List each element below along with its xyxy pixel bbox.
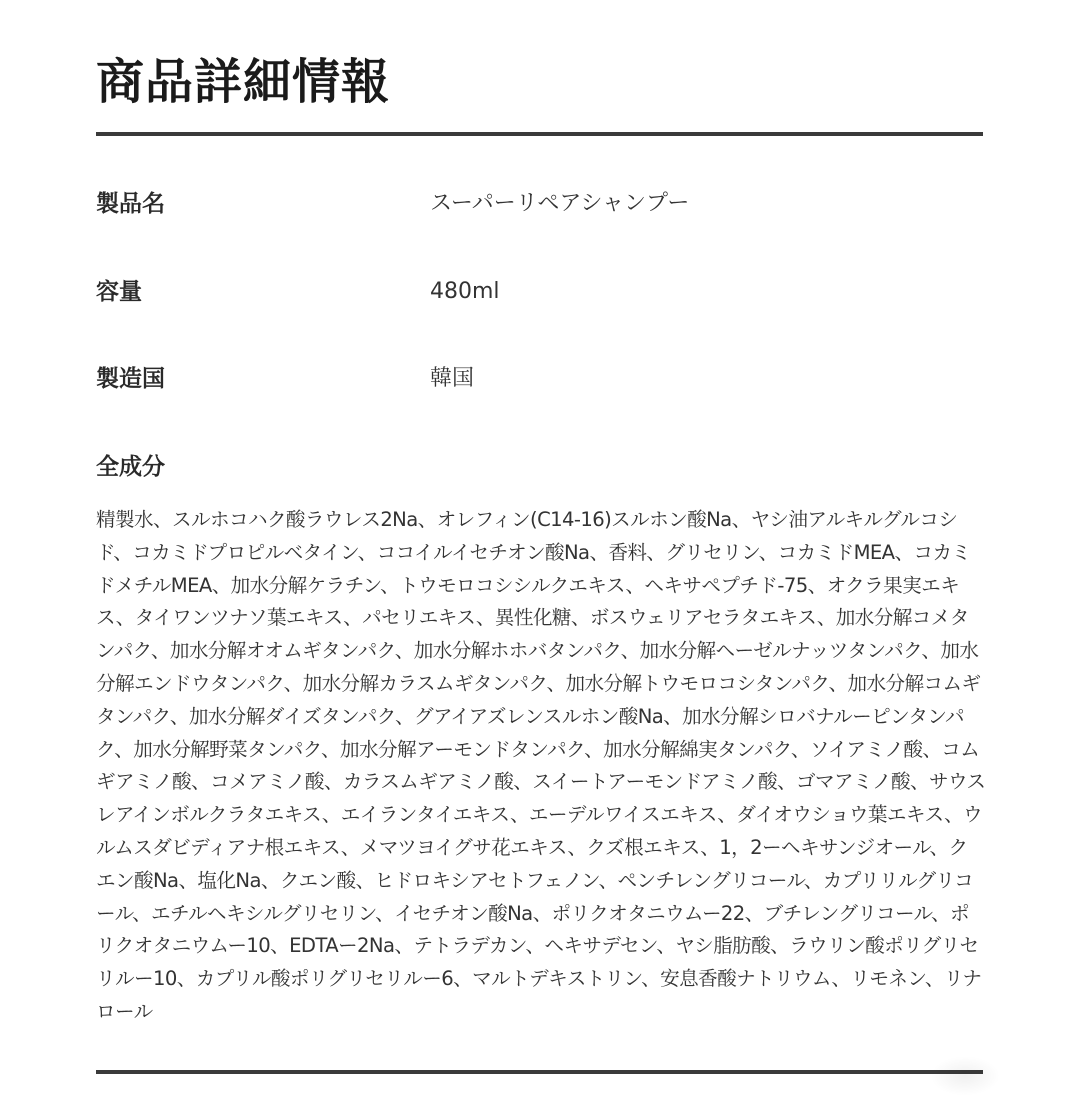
spec-value: スーパーリペアシャンプー (430, 191, 690, 216)
spec-value: 480ml (430, 279, 500, 304)
spec-label: 容量 (96, 279, 142, 305)
spec-label: 製品名 (96, 191, 165, 217)
title-divider (96, 132, 983, 136)
bottom-divider (96, 1070, 983, 1074)
spec-row-product-name (96, 184, 983, 224)
page-title: 商品詳細情報 (96, 54, 391, 110)
spec-label: 製造国 (96, 366, 165, 392)
ingredients-list: 精製水、スルホコハク酸ラウレス2Na、オレフィン(C14-16)スルホン酸Na、ヤシ油アルキルグルコシド、コカミドプロピルベタイン、ココイルイセチオン酸Na、香料、グリセリン、コカミドMEA、コカミドメチルMEA、加水分解ケラチン、トウモロコシシルクエキス、ヘキサペプチド-75、オクラ果実エキス、タイワンツナソ葉エキス、パセリエキス、異性化糖、ボスウェリアセラタエキス、加水分解コメタンパク、加水分解オオムギタンパク、加水分解ホホバタンパク、加水分解ヘーゼルナッツタンパク、加水分解エンドウタンパク、加水分解カラスムギタンパク、加水分解トウモロコシタンパク、加水分解コムギタンパク、加水分解ダイズタンパク、グアイアズレンスルホン酸Na、加水分解シロバナルーピンタンパク、加水分解野菜タンパク、加水分解アーモンドタンパク、加水分解綿実タンパク、ソイアミノ酸、コムギアミノ酸、コメアミノ酸、カラスムギアミノ酸、スイートアーモンドアミノ酸、ゴマアミノ酸、サウスレアインボルクラタエキス、エイランタイエキス、エーデルワイスエキス、ダイオウショウ葉エキス、ウルムスダビディアナ根エキス、メマツヨイグサ花エキス、クズ根エキス、1，2ーヘキサンジオール、クエン酸Na、塩化Na、クエン酸、ヒドロキシアセトフェノン、ペンチレングリコール、カプリリルグリコール、エチルヘキシルグリセリン、イセチオン酸Na、ポリクオタニウムー22、ブチレングリコール、ポリクオタニウムー10、EDTAー2Na、テトラデカン、ヘキサデセン、ヤシ脂肪酸、ラウリン酸ポリグリセリルー10、カプリル酸ポリグリセリルー6、マルトデキストリン、安息香酸ナトリウム、リモネン、リナロール (96, 508, 986, 1023)
ingredients-heading: 全成分 (96, 454, 165, 480)
spec-row-volume (96, 272, 983, 312)
spec-row-country (96, 359, 983, 399)
corner-shadow-decoration (930, 1056, 1000, 1096)
spec-value: 韓国 (430, 366, 475, 391)
